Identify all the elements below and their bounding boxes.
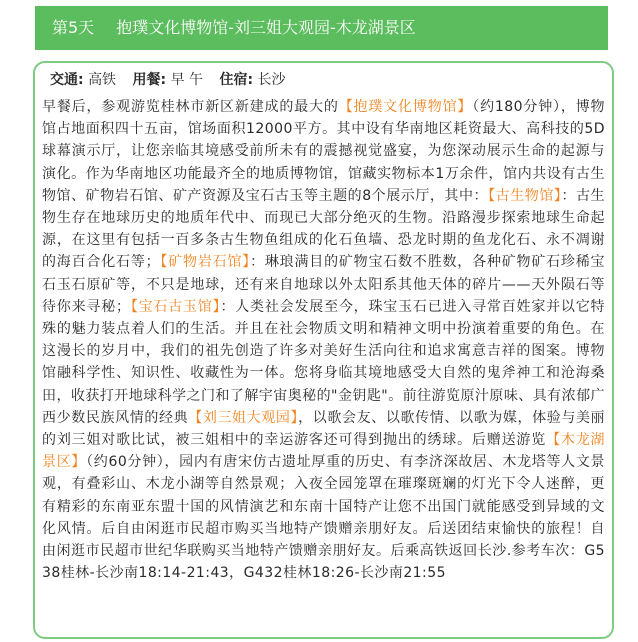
day-header	[35, 6, 608, 50]
venue-highlight-paleontology-hall: 【古生物馆】	[488, 187, 562, 204]
itinerary-card	[33, 61, 614, 639]
description-text: ：人类社会发展至今，珠宝玉石已进入寻常百姓家并以它特殊的魅力装点着人们的生活。并且在社会物质文明和精神文明中扮演着重要的角色。在这漫长的岁月中，我们的祖先创造了许多对美好生活向往和追求寓意吉祥的图案。博物馆融科学性、知识性、收藏性为一体。您将身临其境地感受大自然的鬼斧神工和沧海桑田，收获打开地球科学之门和了解宇宙奥秘的"金钥匙"。前往游览原汁原味、具有浓郁广西少数民族风情的经典	[42, 298, 605, 426]
description-text: ：琳琅满目的矿物宝石数不胜数，各种矿物矿石珍稀宝石玉石原矿等，不只是地球，还有来自地球以外太阳系其他天体的碎片——天外陨石等待你来寻秘；	[42, 254, 605, 315]
trip-info-line	[50, 70, 298, 90]
description-text: ：古生物生存在地球历史的地质年代中、而现已大部分绝灭的生物。沿路漫步探索地球生命起源，在这里有包括一百多条古生物鱼组成的化石鱼墙、恐龙时期的鱼龙化石、永不凋谢的海百合化石等；	[42, 187, 605, 271]
venue-highlight-mineral-hall: 【矿物岩石馆】	[160, 254, 251, 271]
day-number: 第5天	[52, 18, 95, 37]
meal-info	[133, 72, 208, 88]
transport-value: 高铁	[88, 72, 117, 88]
description-text: （约180分钟），博物馆占地面积四十五亩，馆场面积12000平方。其中设有华南地区耗资最大、高科技的5D球幕演示厅，让您亲临其境感受前所未有的震撼视觉盛宴，为您深动展示生命的起源与演化。作为华南地区功能最齐全的地质博物馆，馆藏实物标本1万余件，馆内共设有古生物馆、矿物岩石馆、矿产资源及宝石古玉等主题的8个展示厅，其中：	[42, 99, 606, 204]
day-route-title: 抱璞文化博物馆-刘三姐大观园-木龙湖景区	[116, 18, 416, 37]
venue-highlight-baopu-museum: 【抱璞文化博物馆】	[338, 99, 473, 115]
meal-value: 早 午	[170, 72, 204, 88]
venue-highlight-liusanjie-park: 【刘三姐大观园】	[188, 409, 299, 426]
description-text: （约60分钟），园内有唐宋仿古遗址厚重的历史、有李济深故居、木龙塔等人文景观，有叠彩山、木龙小湖等自然景观；入夜全园笼罩在璀璨斑斓的灯光下令人迷醉，更有精彩的东南亚东盟十国的风情演艺和东南十国特产让您不出国门就能感受到异域的文化风情。后自由闲逛市民超市购买当地特产馈赠亲朋好友。后送团结束愉快的旅程！自由闲逛市民超市世纪华联购买当地特产馈赠亲朋好友。后乘高铁返回长沙.参考车次：G538桂林-长沙南18:14-21:43，G432桂林18:26-长沙南21:55	[42, 454, 605, 582]
lodging-info	[219, 72, 285, 88]
lodging-value: 长沙	[257, 72, 286, 88]
transport-label: 交通:	[50, 72, 84, 88]
meal-label: 用餐:	[132, 72, 167, 88]
transport-info	[50, 72, 121, 88]
lodging-label: 住宿:	[219, 72, 254, 88]
description-text: 早餐后，参观游览桂林市新区新建成的最大的	[42, 99, 339, 115]
itinerary-description	[42, 96, 605, 584]
venue-highlight-gem-jade-hall: 【宝石古玉馆】	[130, 298, 221, 315]
description-text: ，以歌会友、以歌传情、以歌为媒，体验与美丽的刘三姐对歌比试，被三姐相中的幸运游客还可得到抛出的绣球。后赠送游览	[42, 409, 606, 449]
venue-highlight-mulong-lake: 【木龙湖景区】	[42, 432, 605, 471]
